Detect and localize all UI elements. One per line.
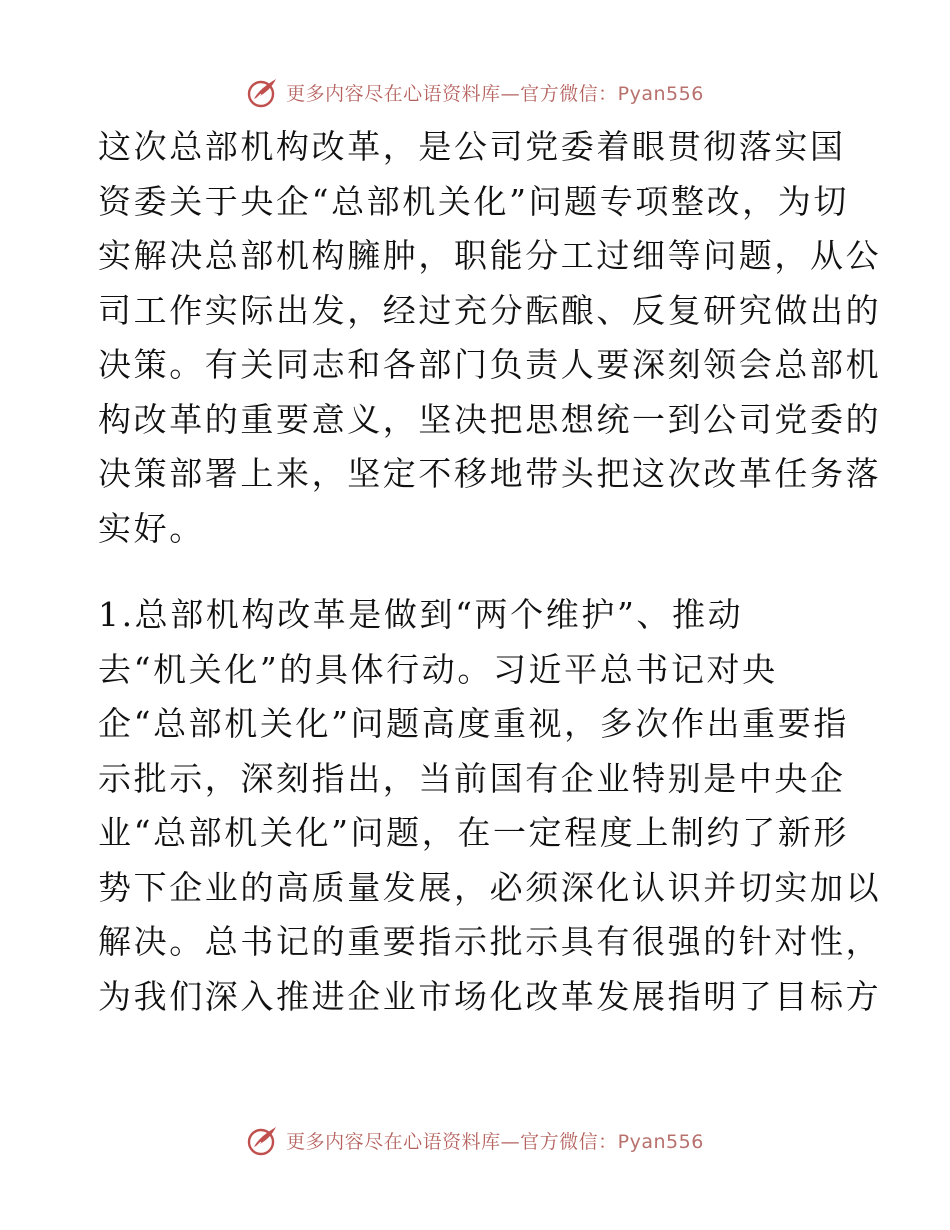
- text-line: 实解决总部机构臃肿，职能分工过细等问题，从公: [98, 236, 882, 275]
- text-line: 实好。: [98, 508, 205, 548]
- text-line: 这次总部机构改革，是公司党委着眼贯彻落实国: [98, 127, 846, 166]
- text-line: 决策部署上来，坚定不移地带头把这次改革任务落: [98, 454, 882, 493]
- text-line: 企“总部机关化”问题高度重视，多次作出重要指: [98, 704, 849, 743]
- text-line: 去“机关化”的具体行动。习近平总书记对央: [98, 649, 778, 689]
- text-line: 决策。有关同志和各部门负责人要深刻领会总部机: [98, 345, 882, 384]
- text-line: 示批示，深刻指出，当前国有企业特别是中央企: [98, 758, 846, 798]
- text-line: 资委关于央企“总部机关化”问题专项整改，为切: [98, 181, 849, 221]
- text-line: 为我们深入推进企业市场化改革发展指明了目标方: [98, 976, 882, 1016]
- paragraph-1: [98, 120, 882, 556]
- text-line: 业“总部机关化”问题，在一定程度上制约了新形: [98, 813, 849, 852]
- watermark-id: Pyan556: [617, 82, 704, 105]
- text-line: 构改革的重要意义，坚决把思想统一到公司党委的: [98, 399, 882, 439]
- text-line: 势下企业的高质量发展，必须深化认识并切实加以: [98, 867, 882, 907]
- document-body: [98, 120, 882, 1024]
- paragraph-2: [98, 588, 882, 1024]
- watermark-text: 更多内容尽在心语资料库—官方微信：Pyan556: [286, 1130, 704, 1153]
- watermark-id: Pyan556: [617, 1130, 704, 1153]
- text-line: 解决。总书记的重要指示批示具有很强的针对性，: [98, 922, 882, 961]
- text-line: 1.总部机构改革是做到“两个维护”、推动: [98, 595, 744, 634]
- quill-logo-icon: [246, 1123, 280, 1157]
- header-watermark: [0, 72, 950, 112]
- quill-logo-icon: [246, 75, 280, 109]
- text-line: 司工作实际出发，经过充分酝酿、反复研究做出的: [98, 290, 882, 330]
- watermark-text: 更多内容尽在心语资料库—官方微信：Pyan556: [286, 82, 704, 105]
- footer-watermark: [0, 1120, 950, 1160]
